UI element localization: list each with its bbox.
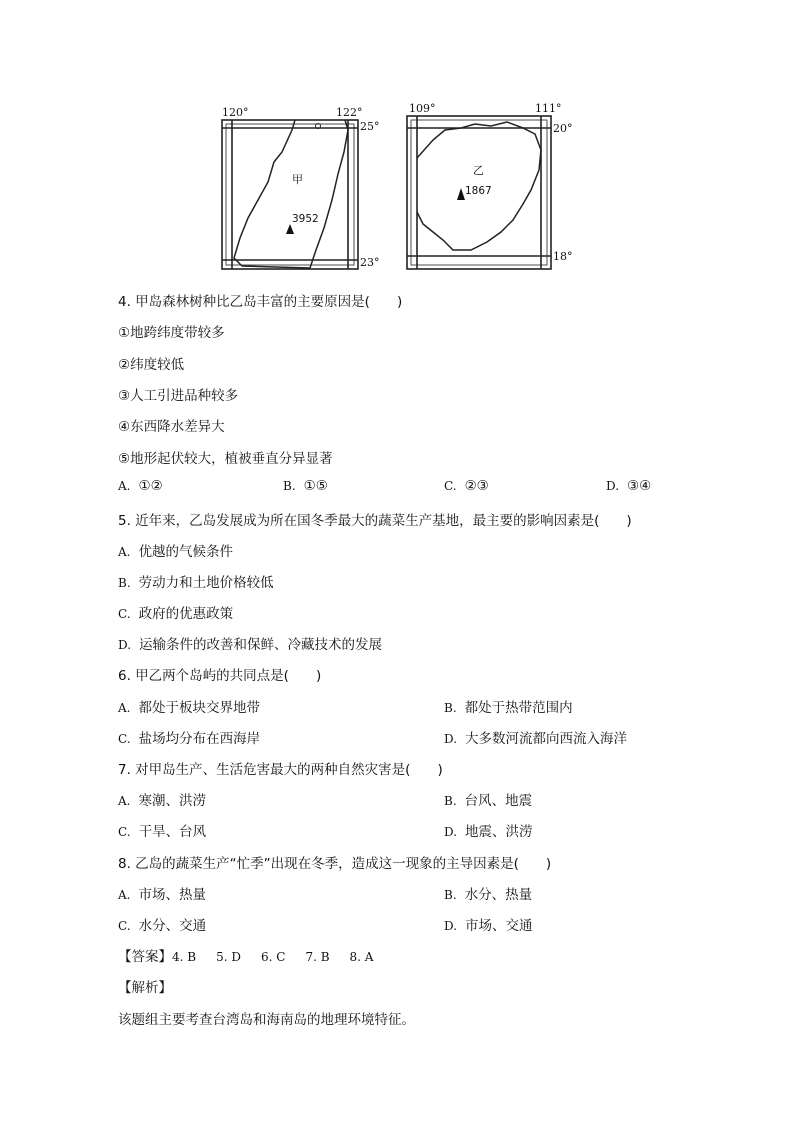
- q4-item: ⑤地形起伏较大，植被垂直分异显著: [118, 451, 333, 467]
- answer-value: 7. B: [305, 950, 330, 964]
- q4-stem: 4. 甲岛森林树种比乙岛丰富的主要原因是( ): [118, 294, 403, 310]
- q7-stem: 7. 对甲岛生产、生活危害最大的两种自然灾害是( ): [118, 762, 443, 778]
- q5-option-c[interactable]: C. 政府的优惠政策: [118, 606, 234, 622]
- q6-option-b[interactable]: B. 都处于热带范围内: [444, 700, 573, 716]
- lat-label-top: 25°: [360, 120, 380, 133]
- lat-label-top: 20°: [553, 122, 573, 135]
- lon-label-right: 122°: [336, 106, 363, 119]
- lat-label-bottom: 18°: [553, 250, 573, 263]
- q8-option-b[interactable]: B. 水分、热量: [444, 887, 533, 903]
- lon-label-left: 109°: [409, 102, 436, 115]
- peak-elevation: 1867: [465, 185, 492, 197]
- q8-option-d[interactable]: D. 市场、交通: [444, 918, 533, 934]
- answer-value: 5. D: [216, 950, 241, 964]
- q7-option-d[interactable]: D. 地震、洪涝: [444, 824, 533, 840]
- q4-item: ②纬度较低: [118, 357, 185, 373]
- answer-value: 4. B: [172, 950, 197, 964]
- island-name: 乙: [473, 164, 484, 177]
- analysis-text: 该题组主要考查台湾岛和海南岛的地理环境特征。: [118, 1012, 415, 1028]
- island-name: 甲: [292, 173, 303, 186]
- answer-value: 6. C: [260, 950, 286, 964]
- q5-option-a[interactable]: A. 优越的气候条件: [118, 544, 233, 560]
- q4-item: ①地跨纬度带较多: [118, 325, 225, 341]
- peak-icon: [457, 188, 465, 200]
- map-jia: [220, 100, 380, 275]
- q5-option-b[interactable]: B. 劳动力和土地价格较低: [118, 575, 274, 591]
- q4-item: ④东西降水差异大: [118, 419, 225, 435]
- peak-elevation: 3952: [292, 213, 319, 225]
- answer-line: [118, 945, 393, 965]
- lon-label-right: 111°: [535, 102, 562, 115]
- q4-option-d[interactable]: D. ③④: [606, 478, 652, 494]
- q6-option-c[interactable]: C. 盐场均分布在西海岸: [118, 731, 261, 747]
- q7-option-b[interactable]: B. 台风、地震: [444, 793, 533, 809]
- q4-item: ③人工引进品种较多: [118, 388, 239, 404]
- q6-option-d[interactable]: D. 大多数河流都向西流入海洋: [444, 731, 628, 747]
- q7-option-c[interactable]: C. 干旱、台风: [118, 824, 207, 840]
- answer-label: 【答案】: [118, 949, 172, 965]
- peak-icon: [286, 224, 294, 234]
- q8-option-a[interactable]: A. 市场、热量: [118, 887, 206, 903]
- q4-option-a[interactable]: A. ①②: [118, 478, 163, 494]
- q6-stem: 6. 甲乙两个岛屿的共同点是( ): [118, 668, 322, 684]
- lat-label-bottom: 23°: [360, 256, 380, 269]
- q8-option-c[interactable]: C. 水分、交通: [118, 918, 207, 934]
- analysis-label: 【解析】: [118, 980, 172, 996]
- q8-stem: 8. 乙岛的蔬菜生产“忙季”出现在冬季，造成这一现象的主导因素是( ): [118, 856, 552, 872]
- q4-option-c[interactable]: C. ②③: [444, 478, 489, 494]
- answer-value: 8. A: [349, 950, 374, 964]
- lon-label-left: 120°: [222, 106, 249, 119]
- q6-option-a[interactable]: A. 都处于板块交界地带: [118, 700, 260, 716]
- q5-stem: 5. 近年来，乙岛发展成为所在国冬季最大的蔬菜生产基地，最主要的影响因素是( ): [118, 513, 632, 529]
- island-jia-coast: [234, 120, 348, 268]
- q5-option-d[interactable]: D. 运输条件的改善和保鲜、冷藏技术的发展: [118, 637, 383, 653]
- map-yi: [405, 100, 590, 275]
- q4-option-b[interactable]: B. ①⑤: [283, 478, 328, 494]
- q7-option-a[interactable]: A. 寒潮、洪涝: [118, 793, 206, 809]
